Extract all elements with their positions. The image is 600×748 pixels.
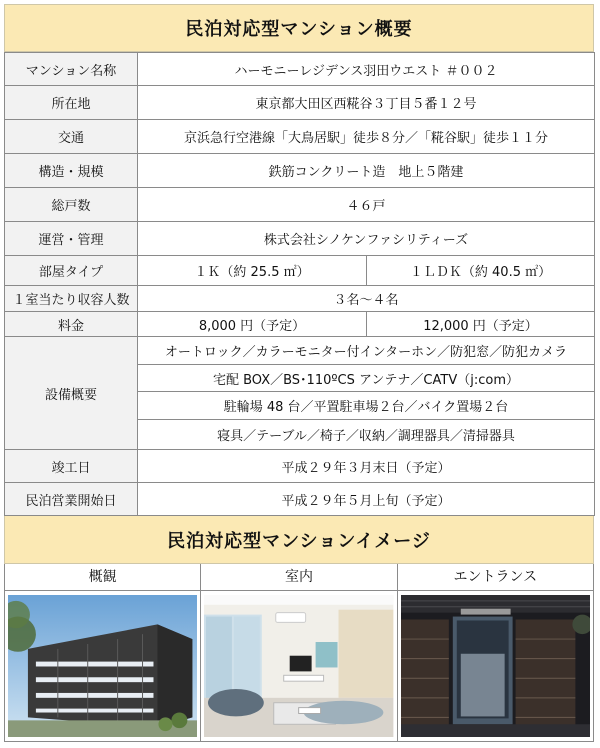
label-completion: 竣工日 <box>5 450 138 483</box>
value-completion: 平成２９年３月末日（予定） <box>138 450 595 483</box>
label-structure: 構造・規模 <box>5 154 138 188</box>
label-opening: 民泊営業開始日 <box>5 483 138 516</box>
label-management: 運営・管理 <box>5 222 138 256</box>
overview-document <box>4 0 594 742</box>
row-structure <box>5 154 595 188</box>
value-management: 株式会社シノケンファシリティーズ <box>138 222 595 256</box>
row-completion <box>5 450 595 483</box>
label-room-type: 部屋タイプ <box>5 256 138 286</box>
value-room-type-1ldk: １ＬＤＫ（約 40.5 ㎡） <box>367 256 595 286</box>
value-address: 東京都大田区西糀谷３丁目５番１２号 <box>138 86 595 120</box>
image-caption-exterior: 概観 <box>5 564 200 591</box>
label-facilities: 設備概要 <box>5 337 138 450</box>
label-name: マンション名称 <box>5 53 138 86</box>
label-units: 総戸数 <box>5 188 138 222</box>
entrance-image <box>398 591 593 741</box>
row-facilities-1 <box>5 337 595 365</box>
interior-image <box>201 591 396 741</box>
label-access: 交通 <box>5 120 138 154</box>
value-facilities-4: 寝具／テーブル／椅子／収納／調理器具／清掃器具 <box>138 420 595 450</box>
image-cell-exterior <box>5 564 201 741</box>
value-opening: 平成２９年５月上旬（予定） <box>138 483 595 516</box>
row-units <box>5 188 595 222</box>
value-room-type-1k: １Ｋ（約 25.5 ㎡） <box>138 256 367 286</box>
exterior-image <box>5 591 200 741</box>
value-access: 京浜急行空港線「大鳥居駅」徒歩８分／「糀谷駅」徒歩１１分 <box>138 120 595 154</box>
image-cell-entrance <box>398 564 593 741</box>
value-capacity: ３名～４名 <box>138 286 595 312</box>
value-facilities-3: 駐輪場 48 台／平置駐車場２台／バイク置場２台 <box>138 392 595 420</box>
image-gallery <box>4 564 594 742</box>
label-address: 所在地 <box>5 86 138 120</box>
row-opening <box>5 483 595 516</box>
value-units: ４６戸 <box>138 188 595 222</box>
value-price-1ldk: 12,000 円（予定） <box>367 312 595 337</box>
row-room-type <box>5 256 595 286</box>
image-cell-interior <box>201 564 397 741</box>
row-address <box>5 86 595 120</box>
label-capacity: １室当たり収容人数 <box>5 286 138 312</box>
value-facilities-2: 宅配 BOX／BS･110ºCS アンテナ／CATV（j:com） <box>138 365 595 392</box>
row-capacity <box>5 286 595 312</box>
images-title: 民泊対応型マンションイメージ <box>4 516 594 564</box>
label-price: 料金 <box>5 312 138 337</box>
value-structure: 鉄筋コンクリート造 地上５階建 <box>138 154 595 188</box>
row-management <box>5 222 595 256</box>
row-name <box>5 53 595 86</box>
image-caption-entrance: エントランス <box>398 564 593 591</box>
value-price-1k: 8,000 円（予定） <box>138 312 367 337</box>
spec-table <box>4 52 595 516</box>
overview-title: 民泊対応型マンション概要 <box>4 4 594 52</box>
value-facilities-1: オートロック／カラーモニター付インターホン／防犯窓／防犯カメラ <box>138 337 595 365</box>
row-price <box>5 312 595 337</box>
value-name: ハーモニーレジデンス羽田ウエスト ＃００２ <box>138 53 595 86</box>
image-caption-interior: 室内 <box>201 564 396 591</box>
row-access <box>5 120 595 154</box>
